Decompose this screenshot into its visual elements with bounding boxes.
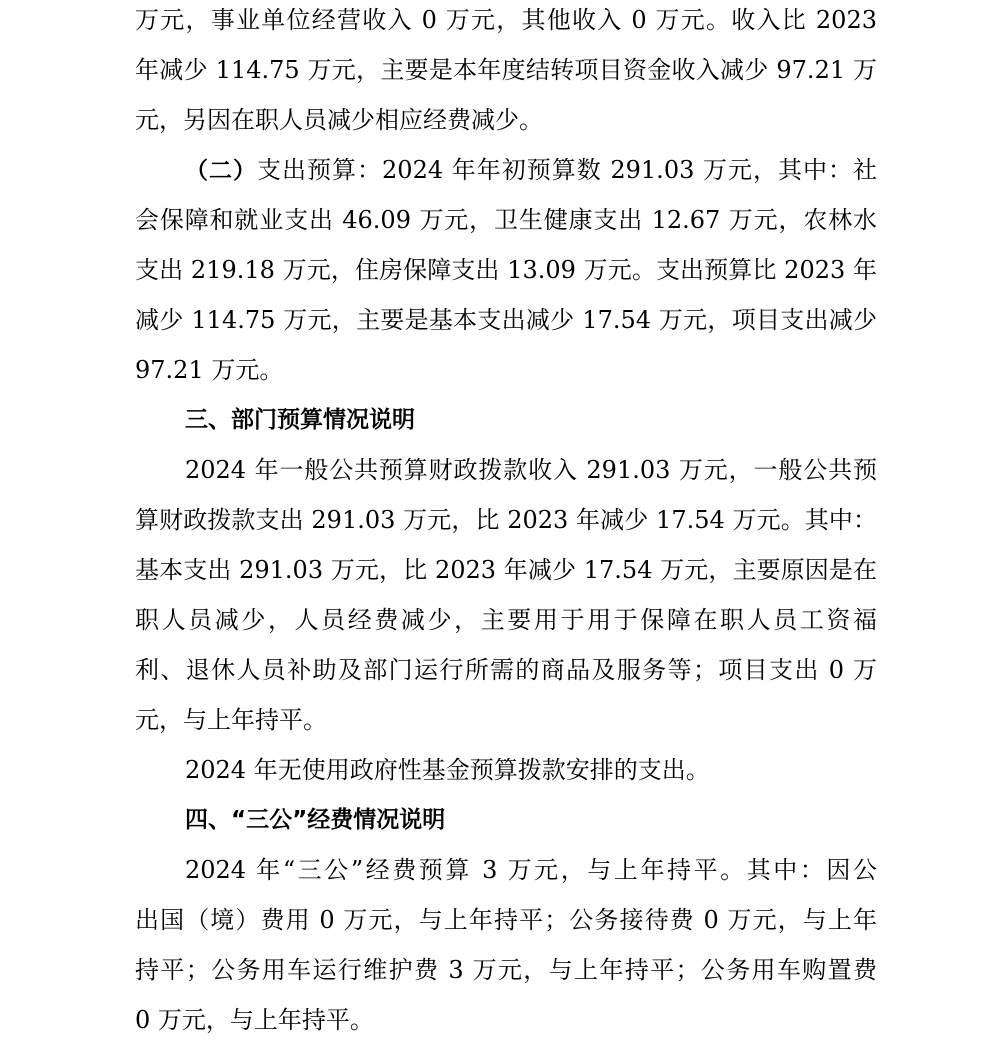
paragraph-line: 利、退休人员补助及部门运行所需的商品及服务等；项目支出 0 万 <box>135 656 877 684</box>
paragraph-line: 元，另因在职人员减少相应经费减少。 <box>135 106 543 134</box>
paragraph-line: 年减少 114.75 万元，主要是本年度结转项目资金收入减少 97.21 万 <box>135 56 877 84</box>
paragraph-line: 万元，事业单位经营收入 0 万元，其他收入 0 万元。收入比 2023 <box>135 6 877 34</box>
section-heading: 三、部门预算情况说明 <box>185 407 415 433</box>
paragraph-line: 基本支出 291.03 万元，比 2023 年减少 17.54 万元，主要原因是在 <box>135 556 877 584</box>
paragraph-line: 减少 114.75 万元，主要是基本支出减少 17.54 万元，项目支出减少 <box>135 306 877 334</box>
paragraph-line: 会保障和就业支出 46.09 万元，卫生健康支出 12.67 万元，农林水 <box>135 206 877 234</box>
paragraph-line: 持平；公务用车运行维护费 3 万元，与上年持平；公务用车购置费 <box>135 956 877 984</box>
paragraph-line: 2024 年一般公共预算财政拨款收入 291.03 万元，一般公共预 <box>185 456 877 484</box>
paragraph-line: 元，与上年持平。 <box>135 706 327 734</box>
paragraph-line: 2024 年无使用政府性基金预算拨款安排的支出。 <box>185 756 710 784</box>
paragraph-line: 支出 219.18 万元，住房保障支出 13.09 万元。支出预算比 2023 年 <box>135 256 877 284</box>
paragraph-line: 职人员减少，人员经费减少，主要用于用于保障在职人员工资福 <box>135 606 877 634</box>
paragraph-line: 2024 年“三公”经费预算 3 万元，与上年持平。其中：因公 <box>185 856 877 884</box>
paragraph-line: 97.21 万元。 <box>135 356 284 384</box>
subsection-label: （二） <box>185 158 258 184</box>
paragraph-line: 0 万元，与上年持平。 <box>135 1006 374 1034</box>
subsection-heading-line <box>185 152 877 188</box>
section-heading: 四、“三公”经费情况说明 <box>185 807 446 833</box>
paragraph-line: 算财政拨款支出 291.03 万元，比 2023 年减少 17.54 万元。其中： <box>135 506 877 534</box>
paragraph-line: 出国（境）费用 0 万元，与上年持平；公务接待费 0 万元，与上年 <box>135 906 877 934</box>
subsection-text: 支出预算：2024 年年初预算数 291.03 万元，其中：社 <box>257 156 877 184</box>
